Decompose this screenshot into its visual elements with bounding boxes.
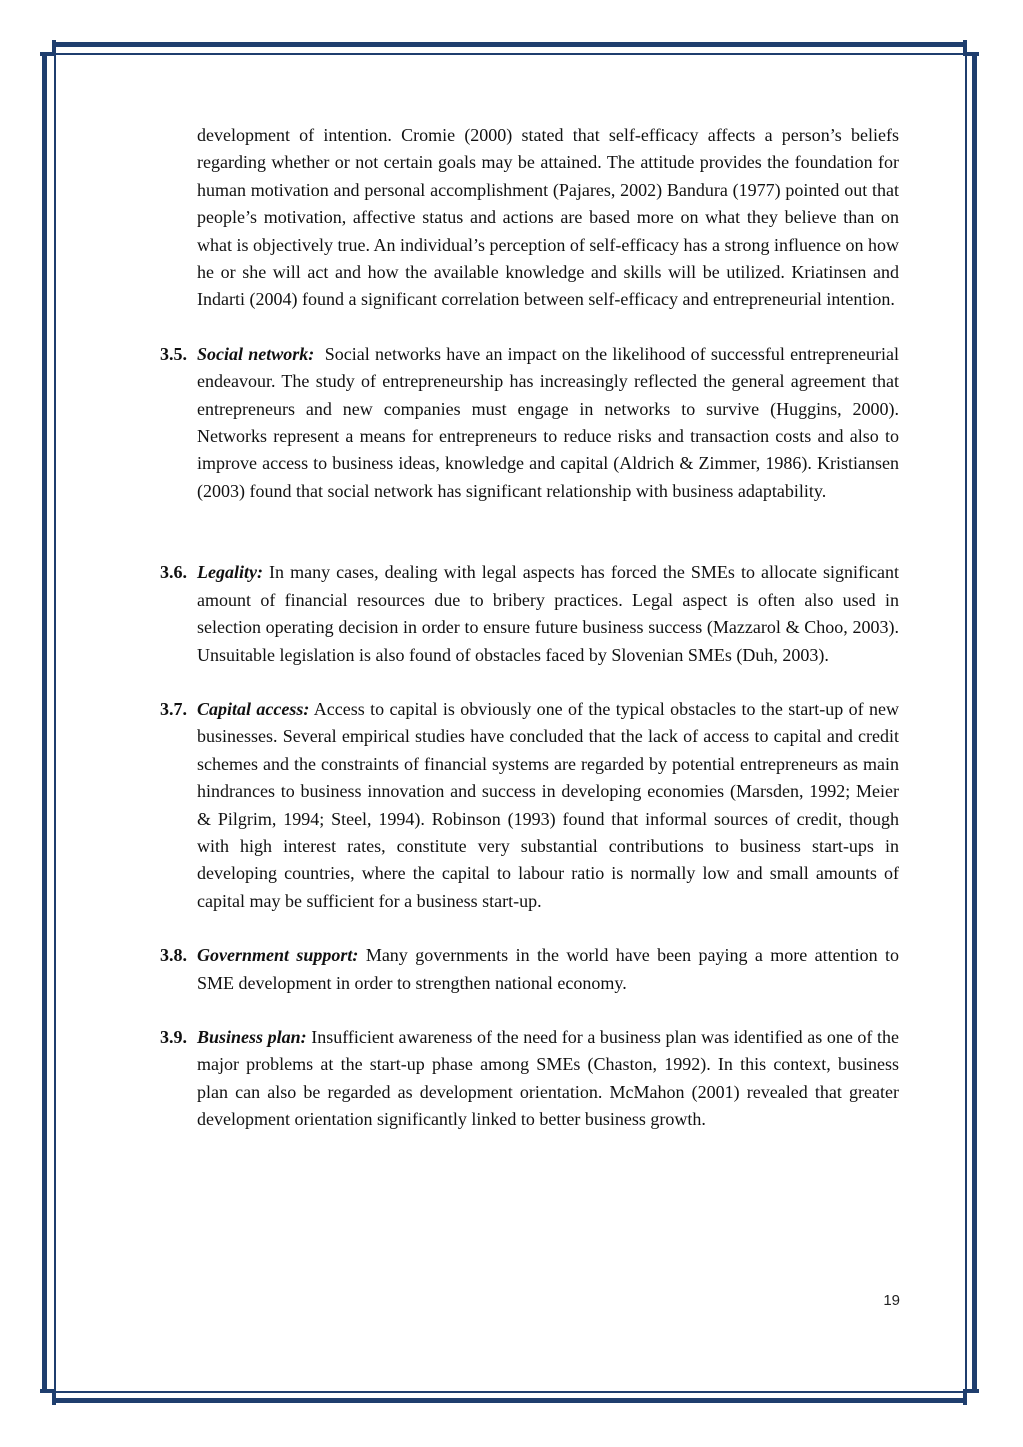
section-text: Many governments in the world have been paying a more attention to SME development in order to strengthen national economy. <box>197 945 899 993</box>
section-capital-access <box>160 696 899 915</box>
section-social-network <box>160 341 899 505</box>
border-corner-top-right <box>963 40 979 56</box>
section-number: 3.8. <box>160 945 187 966</box>
section-text: In many cases, dealing with legal aspects has forced the SMEs to allocate significant amount of financial resources due to bribery practices. Legal aspect is often also used in selection operating decision in order to ensure future business success (Mazzarol & Choo, 2003). Unsuitable legislation is also found of obstacles faced by Slovenian SMEs (Duh, 2003). <box>197 562 900 665</box>
section-number: 3.9. <box>160 1026 187 1047</box>
border-corner-bottom-left <box>40 1389 56 1405</box>
section-legality <box>160 559 899 669</box>
section-number: 3.6. <box>160 562 187 583</box>
document-body <box>160 122 899 1161</box>
section-title: Legality: <box>197 562 263 583</box>
section-text: Insufficient awareness of the need for a business plan was identified as one of the major problems at the start-up phase among SMEs (Chaston, 1992). In this context, business plan can also be regarded as development orientation. McMahon (2001) revealed that greater development orientation significantly linked to better business growth. <box>197 1026 899 1130</box>
section-business-plan <box>160 1024 899 1134</box>
section-text: Social networks have an impact on the likelihood of successful entrepreneurial endeavour. The study of entrepreneurship has increasingly reflected the general agreement that entrepreneurs and new companies must engage in networks to survive (Huggins, 2000). Networks represent a means for entrepreneurs to reduce risks and transaction costs and also to improve access to business ideas, knowledge and capital (Aldrich & Zimmer, 1986). Kristiansen (2003) found that social network has significant relationship with business adaptability. <box>197 343 900 501</box>
border-corner-top-left <box>40 40 56 56</box>
section-text: Access to capital is obviously one of the typical obstacles to the start-up of new businesses. Several empirical studies have concluded that the lack of access to capital and credit schemes and the constraints of financial systems are regarded by potential entrepreneurs as main hindrances to business innovation and success in developing economies (Marsden, 1992; Meier & Pilgrim, 1994; Steel, 1994). Robinson (1993) found that informal sources of credit, though with high interest rates, constitute very substantial contributions to business start-ups in developing countries, where the capital to labour ratio is normally low and small amounts of capital may be sufficient for a business start-up. <box>197 698 899 911</box>
border-corner-bottom-right <box>963 1389 979 1405</box>
section-title: Social network: <box>197 343 315 364</box>
section-title: Capital access: <box>197 698 310 719</box>
section-government-support <box>160 942 899 997</box>
intro-paragraph: development of intention. Cromie (2000) stated that self-efficacy affects a person’s beliefs regarding whether or not certain goals may be attained. The attitude provides the foundation for human motivation and personal accomplishment (Pajares, 2002) Bandura (1977) pointed out that people’s motivation, affective status and actions are based more on what they believe than on what is objectively true. An individual’s perception of self-efficacy has a strong influence on how he or she will act and how the available knowledge and skills will be utilized. Kriatinsen and Indarti (2004) found a significant correlation between self-efficacy and entrepreneurial intention. <box>197 125 899 310</box>
section-title: Business plan: <box>197 1026 307 1047</box>
section-title: Government support: <box>197 945 359 966</box>
section-spacer-wrapper <box>160 505 899 532</box>
page-number: 19 <box>883 1292 900 1309</box>
section-number: 3.5. <box>160 343 187 364</box>
section-number: 3.7. <box>160 698 187 719</box>
